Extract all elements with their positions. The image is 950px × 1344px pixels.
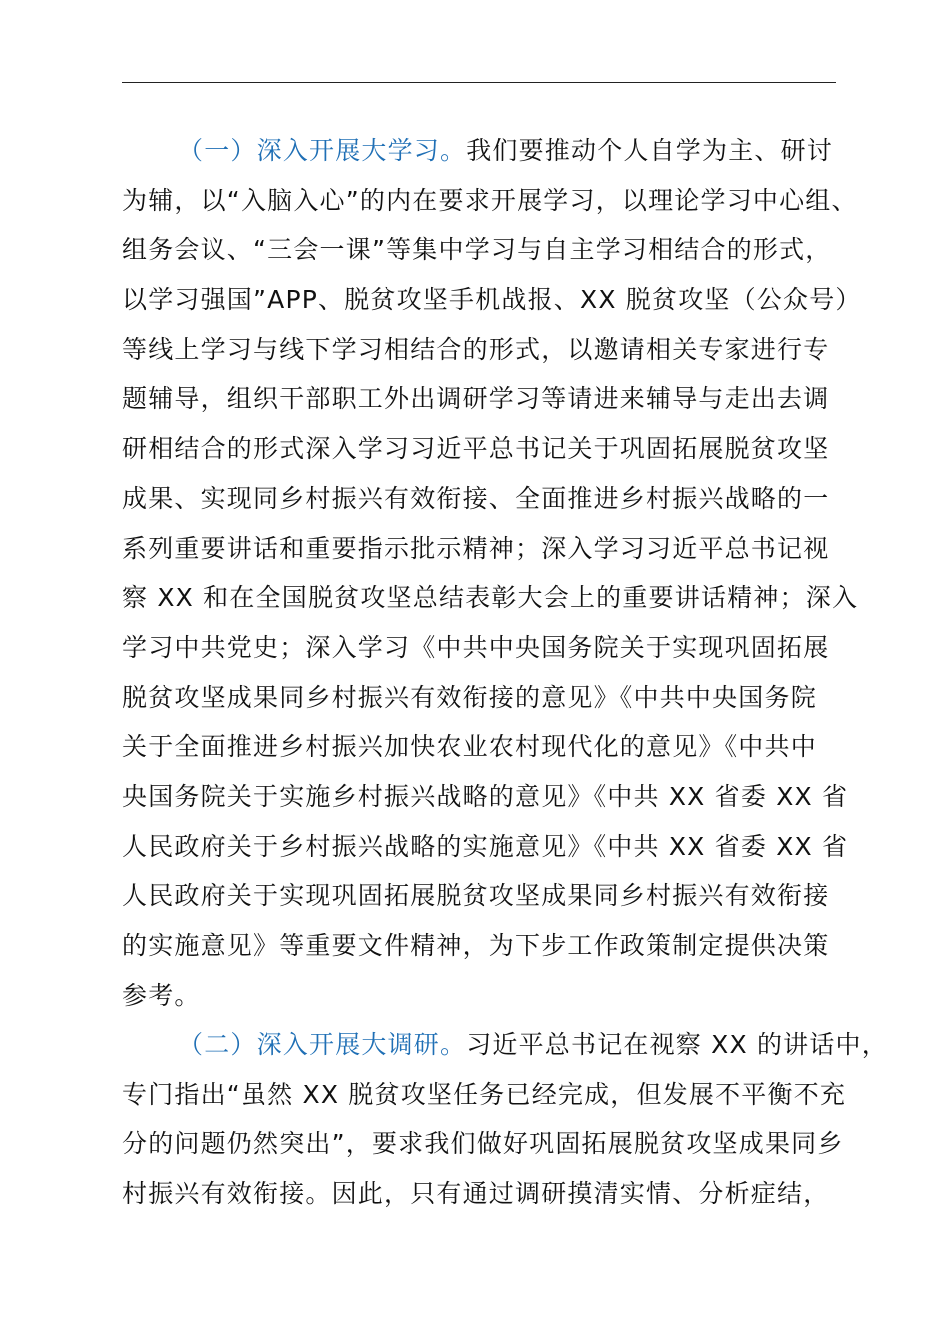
section-heading: （一）深入开展大学习。 [178, 136, 467, 165]
paragraph-line: 的实施意见》等重要文件精神，为下步工作政策制定提供决策 [122, 931, 830, 960]
paragraph-line: 脱贫攻坚成果同乡村振兴有效衔接的意见》《中共中央国务院 [122, 682, 817, 712]
paragraph-line: 研相结合的形式深入学习习近平总书记关于巩固拓展脱贫攻坚 [122, 434, 830, 464]
paragraph-line: 学习中共党史；深入学习《中共中央国务院关于实现巩固拓展 [122, 632, 830, 662]
paragraph-line: 关于全面推进乡村振兴加快农业农村现代化的意见》《中共中 [122, 732, 817, 762]
paragraph-text: 习近平总书记在视察 XX 的讲话中， [466, 1030, 888, 1059]
paragraph-line: 以学习强国”APP、脱贫攻坚手机战报、XX 脱贫攻坚（公众号） [122, 285, 862, 315]
paragraph-line: 系列重要讲话和重要指示批示精神；深入学习习近平总书记视 [122, 533, 830, 563]
paragraph-text: 我们要推动个人自学为主、研讨 [466, 136, 834, 165]
paragraph-line: 题辅导，组织干部职工外出调研学习等请进来辅导与走出去调 [122, 384, 830, 414]
paragraph-line: 人民政府关于乡村振兴战略的实施意见》《中共 XX 省委 XX 省 [122, 831, 849, 861]
paragraph-line: 村振兴有效衔接。因此，只有通过调研摸清实情、分析症结， [122, 1179, 830, 1209]
paragraph-line: 为辅，以“入脑入心”的内在要求开展学习，以理论学习中心组、 [122, 185, 858, 215]
paragraph-line: 等线上学习与线下学习相结合的形式，以邀请相关专家进行专 [122, 334, 830, 364]
paragraph-line: 人民政府关于实现巩固拓展脱贫攻坚成果同乡村振兴有效衔接 [122, 881, 830, 911]
paragraph-line: 分的问题仍然突出”，要求我们做好巩固拓展脱贫攻坚成果同乡 [122, 1129, 844, 1159]
paragraph-line: 央国务院关于实施乡村振兴战略的意见》《中共 XX 省委 XX 省 [122, 781, 849, 811]
paragraph-research [122, 1020, 888, 1219]
paragraph-first-line [122, 126, 842, 176]
paragraph-line: 成果、实现同乡村振兴有效衔接、全面推进乡村振兴战略的一 [122, 483, 830, 513]
paragraph-study [122, 126, 862, 1020]
paragraph-line: 组务会议、“三会一课”等集中学习与自主学习相结合的形式， [122, 235, 832, 265]
paragraph-line: 参考。 [122, 980, 201, 1010]
paragraph-line: 察 XX 和在全国脱贫攻坚总结表彰大会上的重要讲话精神；深入 [122, 583, 859, 613]
header-rule [122, 82, 836, 83]
paragraph-line: 专门指出“虽然 XX 脱贫攻坚任务已经完成，但发展不平衡不充 [122, 1079, 847, 1109]
section-heading: （二）深入开展大调研。 [178, 1030, 467, 1059]
paragraph-first-line [122, 1020, 888, 1070]
